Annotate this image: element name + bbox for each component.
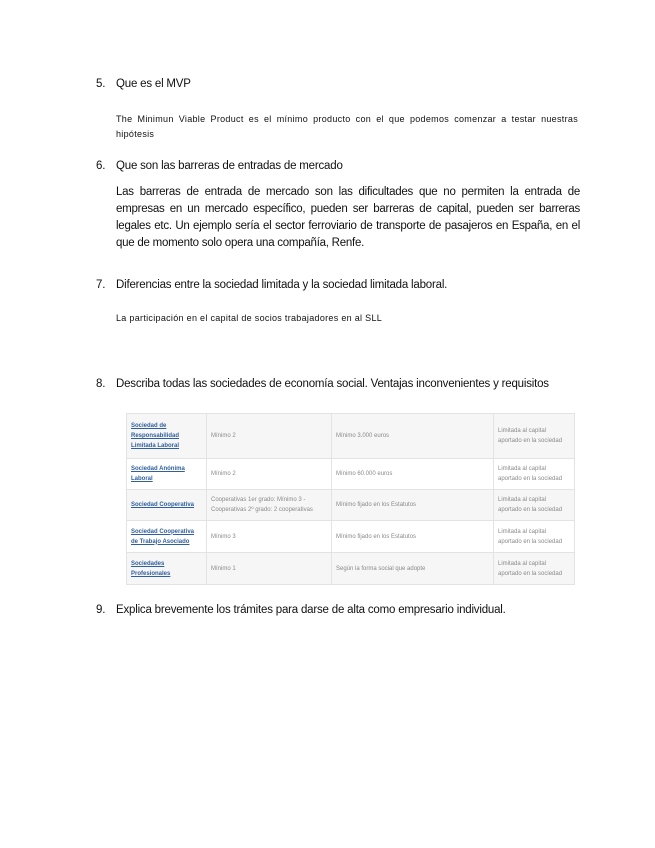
question-7-title: Diferencias entre la sociedad limitada y la sociedad limitada laboral. bbox=[116, 279, 448, 291]
capital-cell: Mínimo fijado en los Estatutos bbox=[332, 521, 494, 553]
socios-cell: Mínimo 2 bbox=[207, 459, 332, 490]
question-7-number: 7. bbox=[96, 279, 106, 291]
sociedad-name-link[interactable]: Sociedad Cooperativa bbox=[127, 490, 207, 521]
responsabilidad-cell: Limitada al capital aportado en la sociedad bbox=[494, 521, 575, 553]
question-8-heading bbox=[96, 378, 549, 390]
capital-cell: Mínimo fijado en los Estatutos bbox=[332, 490, 494, 521]
question-5-heading bbox=[96, 78, 191, 90]
sociedad-name-link[interactable]: Sociedad de Responsabilidad Limitada Laboral bbox=[127, 414, 207, 459]
question-6-heading bbox=[96, 160, 343, 172]
capital-cell: Mínimo 60.000 euros bbox=[332, 459, 494, 490]
capital-cell: Mínimo 3.000 euros bbox=[332, 414, 494, 459]
socios-cell: Mínimo 3 bbox=[207, 521, 332, 553]
question-5-number: 5. bbox=[96, 78, 106, 90]
responsabilidad-cell: Limitada al capital aportado en la sociedad bbox=[494, 553, 575, 585]
question-8-title: Describa todas las sociedades de economía social. Ventajas inconvenientes y requisitos bbox=[116, 378, 549, 390]
table-row bbox=[127, 553, 575, 585]
question-7-answer: La participación en el capital de socios trabajadores en al SLL bbox=[116, 313, 383, 323]
question-9-title: Explica brevemente los trámites para darse de alta como empresario individual. bbox=[116, 604, 506, 616]
table-row bbox=[127, 490, 575, 521]
responsabilidad-cell: Limitada al capital aportado en la sociedad bbox=[494, 414, 575, 459]
question-9-number: 9. bbox=[96, 604, 106, 616]
socios-cell: Cooperativas 1er grado: Mínimo 3 - Cooperativas 2º grado: 2 cooperativas bbox=[207, 490, 332, 521]
capital-cell: Según la forma social que adopte bbox=[332, 553, 494, 585]
question-6-answer: Las barreras de entrada de mercado son las dificultades que no permiten la entrada de empresas en un mercado específico, pueden ser barreras de capital, pueden ser barreras legales etc. Un ejemplo sería el sector ferroviario de transporte de pasajeros en España, en el que de momento solo opera una compañía, Renfe. bbox=[116, 186, 580, 249]
sociedad-name-link[interactable]: Sociedad Cooperativa de Trabajo Asociado bbox=[127, 521, 207, 553]
responsabilidad-cell: Limitada al capital aportado en la sociedad bbox=[494, 459, 575, 490]
responsabilidad-cell: Limitada al capital aportado en la sociedad bbox=[494, 490, 575, 521]
question-5-title: Que es el MVP bbox=[116, 78, 191, 90]
table-row bbox=[127, 521, 575, 553]
question-5-answer: The Minimun Viable Product es el mínimo producto con el que podemos comenzar a testar nuestras hipótesis bbox=[116, 114, 578, 139]
table-row bbox=[127, 414, 575, 459]
table-row bbox=[127, 459, 575, 490]
socios-cell: Mínimo 1 bbox=[207, 553, 332, 585]
sociedades-table bbox=[126, 413, 575, 585]
socios-cell: Mínimo 2 bbox=[207, 414, 332, 459]
question-7-heading bbox=[96, 279, 447, 291]
sociedad-name-link[interactable]: Sociedad Anónima Laboral bbox=[127, 459, 207, 490]
question-8-number: 8. bbox=[96, 378, 106, 390]
question-6-title: Que son las barreras de entradas de mercado bbox=[116, 160, 343, 172]
sociedad-name-link[interactable]: Sociedades Profesionales bbox=[127, 553, 207, 585]
question-6-number: 6. bbox=[96, 160, 106, 172]
question-9-heading bbox=[96, 604, 506, 616]
